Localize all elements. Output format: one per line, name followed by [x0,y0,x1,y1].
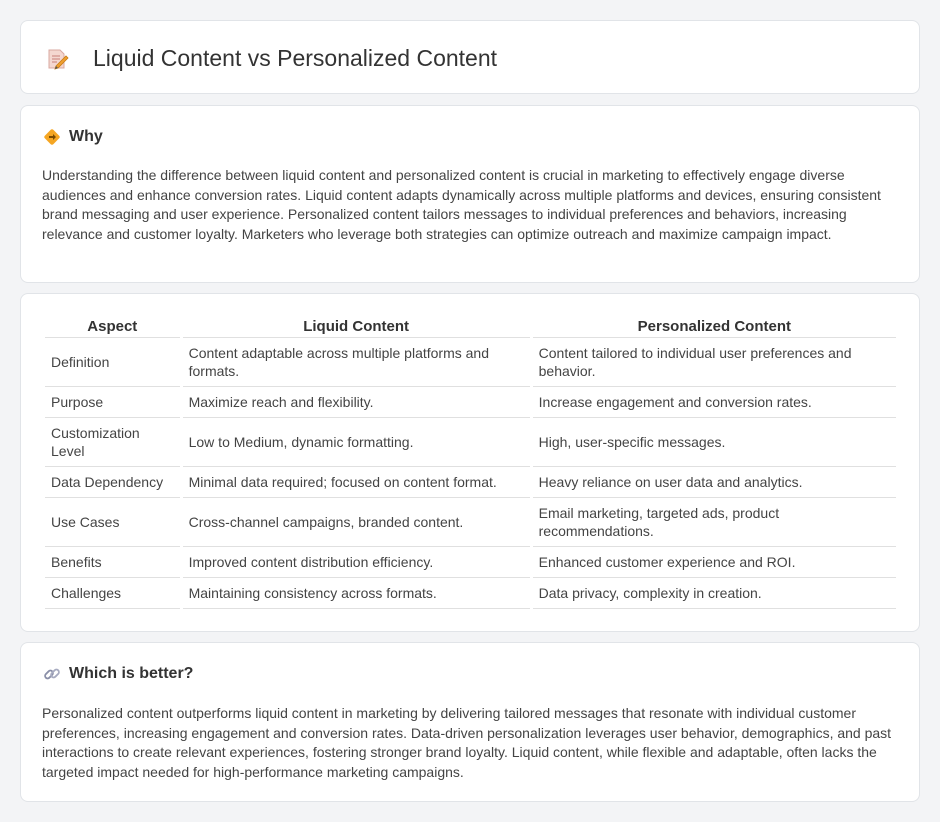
table-row [45,387,896,418]
row-aspect: Challenges [45,578,180,609]
table-row [45,338,896,387]
better-text: Personalized content outperforms liquid content in marketing by delivering tailored messages that resonate with individual customer preferences, increasing engagement and conversion rates. Data-driven personalization leverages user behavior, demographics, and past interactions to create relevant experiences, fostering stronger brand loyalty. Liquid content, while flexible and adaptable, often lacks the targeted impact needed for high-performance marketing campaigns. [42,705,892,780]
row-aspect: Benefits [45,547,180,578]
row-aspect: Purpose [45,387,180,418]
table-row [45,547,896,578]
row-aspect: Definition [45,338,180,387]
header-personalized-content: Personalized Content [533,316,896,338]
why-text: Understanding the difference between liquid content and personalized content is crucial in marketing to effectively engage diverse audiences and enhance conversion rates. Liquid content adapts dynamically across multiple platforms and devices, ensuring consistent brand messaging and user experience. Personalized content tailors messages to individual preferences and behaviors, increasing relevance and customer loyalty. Marketers who leverage both strategies can optimize outreach and maximize campaign impact. [42,167,881,242]
row-personalized: Content tailored to individual user preferences and behavior. [533,338,896,387]
row-personalized: Heavy reliance on user data and analytics. [533,467,896,498]
which-is-better-section [20,642,920,802]
page-title: Liquid Content vs Personalized Content [93,45,498,71]
row-personalized: High, user-specific messages. [533,418,896,467]
why-section [20,105,920,283]
title-card [20,20,920,94]
table-header-row [45,316,896,338]
better-header [43,665,193,683]
title-row [47,45,497,72]
why-header [43,128,103,146]
row-personalized: Enhanced customer experience and ROI. [533,547,896,578]
header-liquid-content: Liquid Content [183,316,530,338]
table-row [45,467,896,498]
row-aspect: Data Dependency [45,467,180,498]
row-personalized: Increase engagement and conversion rates. [533,387,896,418]
row-liquid: Maximize reach and flexibility. [183,387,530,418]
row-liquid: Content adaptable across multiple platforms and formats. [183,338,530,387]
row-aspect: Use Cases [45,498,180,547]
row-liquid: Maintaining consistency across formats. [183,578,530,609]
header-aspect: Aspect [45,316,180,338]
link-icon [43,665,61,683]
row-liquid: Cross-channel campaigns, branded content. [183,498,530,547]
better-heading: Which is better? [69,665,194,682]
comparison-section [20,293,920,632]
why-heading: Why [69,128,103,145]
table-row [45,418,896,467]
row-liquid: Improved content distribution efficiency. [183,547,530,578]
row-personalized: Email marketing, targeted ads, product recommendations. [533,498,896,547]
row-personalized: Data privacy, complexity in creation. [533,578,896,609]
comparison-table [42,316,899,609]
diamond-direction-icon [43,128,61,146]
row-liquid: Minimal data required; focused on content format. [183,467,530,498]
table-row [45,498,896,547]
table-row [45,578,896,609]
row-aspect: Customization Level [45,418,180,467]
row-liquid: Low to Medium, dynamic formatting. [183,418,530,467]
memo-pencil-icon [47,47,69,71]
